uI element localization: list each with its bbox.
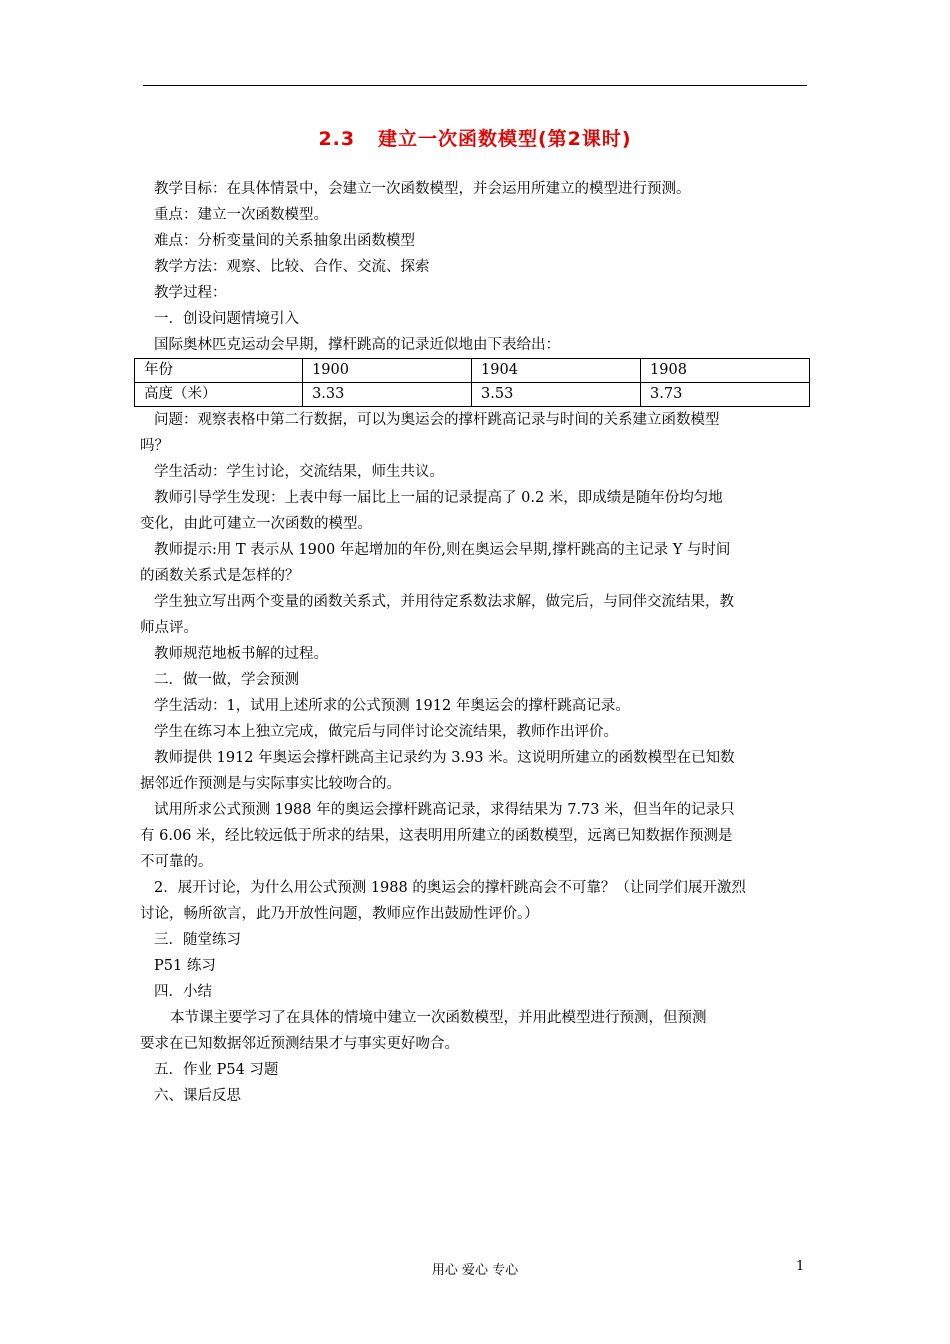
paragraph-line: 讨论，畅所欲言，此乃开放性问题，教师应作出鼓励性评价。） (140, 906, 539, 922)
page-title: 2.3 建立一次函数模型(第2课时) (318, 128, 632, 150)
page-number: 1 (796, 1259, 805, 1274)
table-cell: 3.33 (303, 383, 472, 407)
paragraph-line: 教师提供 1912 年奥运会撑杆跳高主记录约为 3.93 米。这说明所建立的函数模型在已知数 (154, 750, 735, 766)
section-heading-4: 四．小结 (154, 984, 212, 1000)
table-cell: 1904 (472, 359, 641, 383)
section-heading-2: 二．做一做，学会预测 (154, 672, 299, 688)
table-cell: 1908 (641, 359, 810, 383)
key-point: 重点：建立一次函数模型。 (154, 207, 328, 223)
table-row (135, 359, 810, 383)
paragraph-line: 不可靠的。 (140, 854, 213, 870)
teaching-process: 教学过程： (154, 285, 227, 301)
paragraph-line: 吗？ (140, 438, 169, 454)
page-footer: 用心 爱心 专心 (431, 1263, 519, 1278)
teaching-goal: 教学目标：在具体情景中，会建立一次函数模型，并会运用所建立的模型进行预测。 (154, 181, 691, 197)
table-row (135, 383, 810, 407)
paragraph-line: 教师提示:用 T 表示从 1900 年起增加的年份,则在奥运会早期,撑杆跳高的主记录 Y 与时间 (154, 542, 731, 558)
paragraph-line: 的函数关系式是怎样的？ (140, 568, 300, 584)
table-intro: 国际奥林匹克运动会早期，撑杆跳高的记录近似地由下表给出： (154, 337, 560, 353)
paragraph-line: 学生独立写出两个变量的函数关系式，并用待定系数法求解，做完后，与同伴交流结果，教 (154, 594, 734, 610)
table-cell: 3.73 (641, 383, 810, 407)
paragraph-line: 试用所求公式预测 1988 年的奥运会撑杆跳高记录，求得结果为 7.73 米，但当年的记录只 (154, 802, 735, 818)
document-body (140, 176, 812, 1109)
section-heading-1: 一．创设问题情境引入 (154, 311, 299, 327)
table-cell: 高度（米） (135, 383, 303, 407)
paragraph-line: 变化，由此可建立一次函数的模型。 (140, 516, 372, 532)
header-rule (143, 85, 807, 86)
section-heading-3: 三．随堂练习 (154, 932, 241, 948)
paragraph-line: 有 6.06 米，经比较远低于所求的结果，这表明用所建立的函数模型，远离已知数据作预测是 (140, 828, 733, 844)
paragraph-line: 问题：观察表格中第二行数据，可以为奥运会的撑杆跳高记录与时间的关系建立函数模型 (154, 412, 720, 428)
paragraph-line: 学生活动：学生讨论，交流结果，师生共议。 (154, 464, 444, 480)
paragraph-line: 据邻近作预测是与实际事实比较吻合的。 (140, 776, 401, 792)
paragraph-line: 2．展开讨论，为什么用公式预测 1988 的奥运会的撑杆跳高会不可靠？（让同学们展开激烈 (154, 880, 746, 896)
teaching-method: 教学方法：观察、比较、合作、交流、探索 (154, 259, 430, 275)
paragraph-line: 师点评。 (140, 620, 198, 636)
exercise-reference: P51 练习 (154, 958, 216, 974)
summary-line: 要求在已知数据邻近预测结果才与事实更好吻合。 (140, 1036, 459, 1052)
reflection-heading: 六、课后反思 (154, 1088, 241, 1104)
homework-line: 五．作业 P54 习题 (154, 1062, 279, 1078)
summary-line: 本节课主要学习了在具体的情境中建立一次函数模型，并用此模型进行预测，但预测 (170, 1010, 707, 1026)
record-table (134, 358, 810, 407)
table-cell: 年份 (135, 359, 303, 383)
paragraph-line: 学生在练习本上独立完成，做完后与同伴讨论交流结果，教师作出评价。 (154, 724, 618, 740)
difficult-point: 难点：分析变量间的关系抽象出函数模型 (154, 233, 415, 249)
table-cell: 1900 (303, 359, 472, 383)
table-cell: 3.53 (472, 383, 641, 407)
paragraph-line: 教师引导学生发现：上表中每一届比上一届的记录提高了 0.2 米，即成绩是随年份均匀地 (154, 490, 723, 506)
paragraph-line: 教师规范地板书解的过程。 (154, 646, 328, 662)
paragraph-line: 学生活动：1，试用上述所求的公式预测 1912 年奥运会的撑杆跳高记录。 (154, 698, 630, 714)
